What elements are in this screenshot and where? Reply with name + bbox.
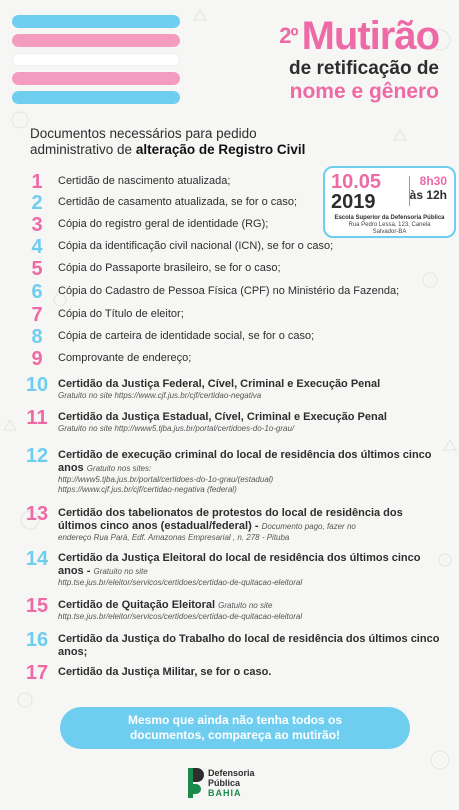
item-label: Certidão de nascimento atualizada; bbox=[58, 175, 231, 187]
item-label: Cópia do Título de eleitor; bbox=[58, 308, 184, 320]
item-text bbox=[58, 285, 443, 298]
item-number: 13 bbox=[25, 503, 49, 525]
intro-line-2-prefix: administrativo de bbox=[30, 142, 136, 157]
item-label: Certidão de execução criminal do local de residência dos últimos cinco anos bbox=[58, 449, 432, 474]
item-label: Certidão da Justiça do Trabalho do local de residência dos últimos cinco anos; bbox=[58, 633, 440, 658]
item-text bbox=[58, 449, 443, 495]
item-label: Cópia do Passaporte brasileiro, se for o caso; bbox=[58, 262, 281, 274]
item-label: Certidão da Justiça Federal, Cível, Criminal e Execução Penal bbox=[58, 378, 381, 390]
reminder-banner bbox=[60, 707, 410, 749]
header bbox=[0, 0, 459, 120]
item-text bbox=[58, 240, 443, 253]
intro-line-2-bold: alteração de Registro Civil bbox=[135, 142, 306, 157]
item-note: http.tse.jus.br/eleitor/servicos/certidoes/certidao-de-quitacao-eleitoral bbox=[58, 612, 303, 621]
item-inline-note: Documento pago, fazer no bbox=[261, 522, 356, 531]
item-label: Certidão da Justiça Militar, se for o caso. bbox=[58, 666, 272, 678]
item-number: 3 bbox=[31, 214, 43, 236]
item-note: http.tse.jus.br/eleitor/servicos/certidoes/certidao-de-quitacao-eleitoral bbox=[58, 578, 303, 587]
banner-line-2: documentos, compareça ao mutirão! bbox=[129, 728, 341, 742]
item-label: Comprovante de endereço; bbox=[58, 352, 192, 364]
item-text bbox=[58, 666, 443, 679]
item-text bbox=[58, 507, 443, 543]
item-inline-note: Gratuito nos sites: bbox=[86, 464, 152, 473]
title-block bbox=[279, 14, 439, 104]
item-note-2: https://www.cjf.jus.br/cjf/certidao-negativa (federal) bbox=[58, 485, 237, 494]
logo-text bbox=[208, 768, 255, 798]
title-text: Mutirão bbox=[301, 14, 439, 58]
item-label: Certidão da Justiça Estadual, Cível, Criminal e Execução Penal bbox=[58, 411, 387, 423]
item-label: Cópia do registro geral de identidade (RG); bbox=[58, 218, 269, 230]
item-text bbox=[58, 175, 443, 188]
logo-line-3: BAHIA bbox=[208, 788, 242, 798]
defensoria-logo-icon bbox=[188, 768, 204, 798]
intro-text bbox=[30, 126, 430, 158]
item-note: Gratuito no site https://www.cjf.jus.br/cjf/certidao-negativa bbox=[58, 391, 262, 400]
item-label: Certidão da Justiça Eleitoral do local de residência dos últimos cinco anos - bbox=[58, 552, 421, 577]
item-number: 2 bbox=[31, 192, 43, 214]
item-text bbox=[58, 262, 443, 275]
item-note: endereço Rua Pará, Edf. Amazonas Empresarial , n. 278 - Pituba bbox=[58, 533, 290, 542]
banner-line-1: Mesmo que ainda não tenha todos os bbox=[127, 713, 343, 727]
item-text bbox=[58, 378, 443, 401]
flag-stripe-white bbox=[12, 53, 180, 66]
item-number: 6 bbox=[31, 281, 43, 303]
item-inline-note: Gratuito no site bbox=[93, 567, 148, 576]
flag-stripe-blue-2 bbox=[12, 91, 180, 104]
event-time-end: às 12h bbox=[409, 188, 447, 202]
item-note: Gratuito no site http://www5.tjba.jus.br/portal/certidoes-do-1o-grau/ bbox=[58, 424, 295, 433]
item-text bbox=[58, 330, 443, 343]
item-text bbox=[58, 352, 443, 365]
item-number: 8 bbox=[31, 326, 43, 348]
item-text bbox=[58, 633, 443, 659]
item-number: 11 bbox=[26, 407, 48, 429]
item-number: 15 bbox=[25, 595, 49, 617]
event-time-start: 8h30 bbox=[419, 174, 447, 188]
event-address-2: Salvador-BA bbox=[372, 229, 407, 235]
item-label: Cópia de carteira de identidade social, se for o caso; bbox=[58, 330, 315, 342]
flag-stripe-pink-2 bbox=[12, 72, 180, 85]
item-number: 12 bbox=[25, 445, 49, 467]
item-label: Certidão de Quitação Eleitoral bbox=[58, 599, 216, 611]
item-number: 10 bbox=[25, 374, 49, 396]
defensoria-logo bbox=[188, 766, 288, 802]
flag-stripe-blue bbox=[12, 15, 180, 28]
item-note: http://www5.tjba.jus.br/portal/certidoes-do-1o-grau/(estadual) bbox=[58, 475, 274, 484]
trans-flag bbox=[12, 15, 180, 110]
event-date: 10.05 bbox=[331, 171, 382, 193]
logo-line-1: Defensoria bbox=[208, 768, 255, 778]
item-label: Cópia do Cadastro de Pessoa Física (CPF) no Ministério da Fazenda; bbox=[58, 285, 400, 297]
item-text bbox=[58, 411, 443, 434]
item-number: 9 bbox=[31, 348, 43, 370]
subtitle-line-2: nome e gênero bbox=[289, 80, 439, 103]
item-text bbox=[58, 308, 443, 321]
logo-line-2: Pública bbox=[208, 778, 241, 788]
item-text bbox=[58, 599, 443, 622]
item-number: 4 bbox=[31, 236, 43, 258]
item-number: 14 bbox=[25, 548, 49, 570]
item-number: 17 bbox=[25, 662, 49, 684]
item-number: 1 bbox=[31, 171, 43, 193]
title-ordinal: 2º bbox=[279, 23, 298, 48]
event-venue: Escola Superior da Defensoria Pública bbox=[334, 215, 445, 221]
item-number: 16 bbox=[25, 629, 49, 651]
intro-line-2 bbox=[30, 142, 430, 158]
event-year: 2019 bbox=[331, 191, 376, 213]
item-number: 7 bbox=[31, 304, 43, 326]
item-text bbox=[58, 196, 443, 209]
flag-stripe-pink bbox=[12, 34, 180, 47]
item-text bbox=[58, 218, 443, 231]
page-title bbox=[279, 14, 439, 58]
event-address-1: Rua Pedro Lessa, 123, Canela bbox=[348, 222, 431, 228]
item-inline-note: Gratuito no site bbox=[218, 601, 273, 610]
intro-line-1: Documentos necessários para pedido bbox=[30, 126, 257, 141]
item-label: Certidão dos tabelionatos de protestos do local de residência dos últimos cinco anos (estadual/federal) - bbox=[58, 507, 403, 532]
item-label: Certidão de casamento atualizada, se for o caso; bbox=[58, 196, 298, 208]
item-text bbox=[58, 552, 443, 588]
item-number: 5 bbox=[31, 258, 43, 280]
subtitle-line-1: de retificação de bbox=[289, 58, 439, 79]
item-label: Cópia da identificação civil nacional (ICN), se for o caso; bbox=[58, 240, 334, 252]
